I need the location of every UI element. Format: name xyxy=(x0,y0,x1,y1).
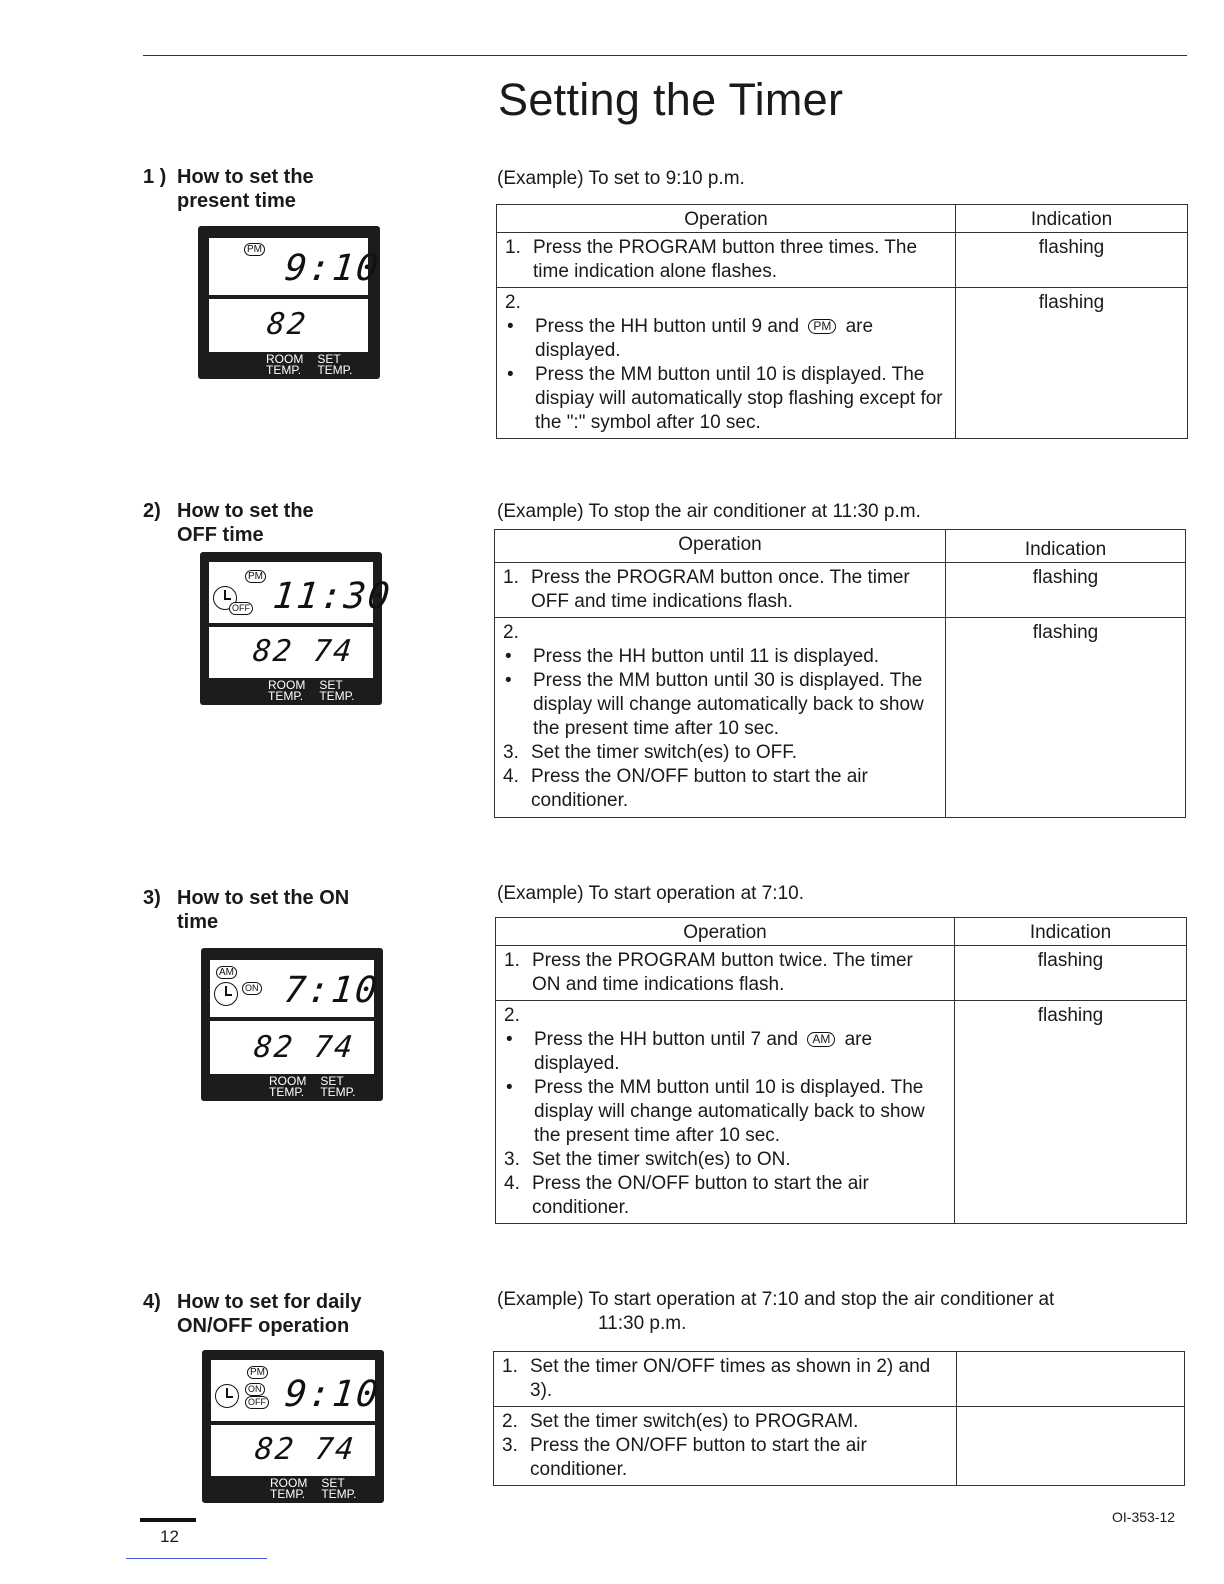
table-row: 2. • Press the HH button until 9 and PM are displayed. • Press the MM button until 10 is displayed. The dispiay will automatically stop flashing except for the ":" symbol after 10 sec. xyxy=(497,288,956,439)
section-1-table xyxy=(496,204,1188,439)
lcd-temp-readout: 82 74 xyxy=(253,1432,358,1467)
top-rule xyxy=(143,55,1187,56)
col-operation: Operation xyxy=(497,205,956,233)
section-number: 4) xyxy=(143,1291,161,1313)
bottom-underline xyxy=(126,1558,267,1559)
lcd-temp-readout: 82 xyxy=(265,307,310,342)
am-badge: AM xyxy=(807,1032,835,1047)
lcd-time-readout: 9:10 xyxy=(282,1374,382,1415)
lcd-labels: ROOM TEMP. SET TEMP. xyxy=(270,1476,357,1501)
lcd-display-daily xyxy=(202,1350,384,1503)
table-row: 1. Press the PROGRAM button three times. The time indication alone flashes. xyxy=(497,233,956,288)
section-4-heading: 4) How to set for daily ON/OFF operation xyxy=(143,1291,362,1337)
section-4-example: (Example) To start operation at 7:10 and stop the air conditioner at 11:30 p.m. xyxy=(497,1289,1055,1334)
lcd-temp-window xyxy=(211,1425,375,1476)
table-row: 1. Set the timer ON/OFF times as shown in 2) and 3). xyxy=(494,1352,957,1407)
lcd-time-readout: 9:10 xyxy=(282,248,382,289)
off-indicator: OFF xyxy=(245,1396,269,1409)
on-indicator: ON xyxy=(242,982,262,995)
lcd-temp-readout: 82 74 xyxy=(252,1030,357,1065)
table-row: 2. • Press the HH button until 11 is displayed. • Press the MM button until 30 is displayed. The display will change automatically back to show the present time after 10 sec. 3. Set the timer switch(es) to OFF. 4. Press the ON/OFF button to start the air conditioner. xyxy=(495,618,946,818)
col-indication: Indication xyxy=(946,530,1186,563)
col-indication: Indication xyxy=(955,918,1187,946)
pm-indicator: PM xyxy=(245,570,266,583)
section-number: 1 ) xyxy=(143,166,167,188)
lcd-temp-window xyxy=(209,627,373,678)
indication-cell: flashing xyxy=(946,563,1186,618)
lcd-labels: ROOM TEMP. SET TEMP. xyxy=(266,352,353,377)
pm-badge: PM xyxy=(808,319,836,334)
indication-cell: flashing xyxy=(955,1001,1187,1224)
lcd-time-window xyxy=(209,238,382,295)
lcd-temp-readout: 82 74 xyxy=(251,634,356,669)
section-3-table xyxy=(495,917,1187,1224)
section-4-table xyxy=(493,1351,1185,1486)
indication-cell: flashing xyxy=(956,233,1188,288)
page-title: Setting the Timer xyxy=(498,74,844,125)
section-number: 2) xyxy=(143,500,161,522)
table-row: 2. Set the timer switch(es) to PROGRAM. 3. Press the ON/OFF button to start the air conditioner. xyxy=(494,1407,957,1486)
section-2-heading: 2) How to set the OFF time xyxy=(143,500,314,546)
empty-cell xyxy=(957,1352,1185,1407)
section-1-heading: 1 ) How to set the present time xyxy=(143,166,314,212)
section-2-table xyxy=(494,529,1186,818)
document-code: OI-353-12 xyxy=(1112,1509,1176,1525)
col-indication: Indication xyxy=(956,205,1188,233)
table-row: 1. Press the PROGRAM button once. The timer OFF and time indications flash. xyxy=(495,563,946,618)
indication-cell: flashing xyxy=(946,618,1186,818)
lcd-display-on-time xyxy=(201,948,383,1101)
lcd-time-readout: 7:10 xyxy=(281,970,381,1011)
clock-icon xyxy=(215,1384,239,1408)
section-3-heading: 3) How to set the ON time xyxy=(143,887,350,933)
page-number-bar xyxy=(140,1518,196,1522)
lcd-labels: ROOM TEMP. SET TEMP. xyxy=(268,678,355,703)
lcd-time-window xyxy=(210,960,381,1017)
empty-cell xyxy=(957,1407,1185,1486)
lcd-temp-window xyxy=(209,299,368,352)
indication-cell: flashing xyxy=(956,288,1188,439)
indication-cell: flashing xyxy=(955,946,1187,1001)
on-indicator: ON xyxy=(245,1383,265,1396)
section-3-example: (Example) To start operation at 7:10. xyxy=(497,883,804,904)
col-operation: Operation xyxy=(495,530,946,563)
lcd-time-window xyxy=(209,562,394,623)
am-indicator: AM xyxy=(216,966,237,979)
page-number: 12 xyxy=(160,1527,179,1546)
lcd-display-off-time xyxy=(200,552,394,705)
section-number: 3) xyxy=(143,887,161,909)
clock-icon xyxy=(214,982,238,1006)
section-1-example: (Example) To set to 9:10 p.m. xyxy=(497,168,745,189)
pm-indicator: PM xyxy=(244,243,265,256)
lcd-time-window xyxy=(211,1360,382,1421)
pm-indicator: PM xyxy=(247,1366,268,1379)
col-operation: Operation xyxy=(496,918,955,946)
lcd-display-present-time xyxy=(198,226,380,379)
table-row: 2. • Press the HH button until 7 and AM are displayed. • Press the MM button until 10 is displayed. The display will change automatically back to show the present time after 10 sec. 3. Set the timer switch(es) to ON. 4. Press the ON/OFF button to start the air conditioner. xyxy=(496,1001,955,1224)
lcd-temp-window xyxy=(210,1021,374,1074)
lcd-time-readout: 11:30 xyxy=(270,576,394,617)
table-row: 1. Press the PROGRAM button twice. The timer ON and time indications flash. xyxy=(496,946,955,1001)
lcd-labels: ROOM TEMP. SET TEMP. xyxy=(269,1074,356,1099)
off-indicator: OFF xyxy=(229,602,253,615)
section-2-example: (Example) To stop the air conditioner at 11:30 p.m. xyxy=(497,501,921,522)
